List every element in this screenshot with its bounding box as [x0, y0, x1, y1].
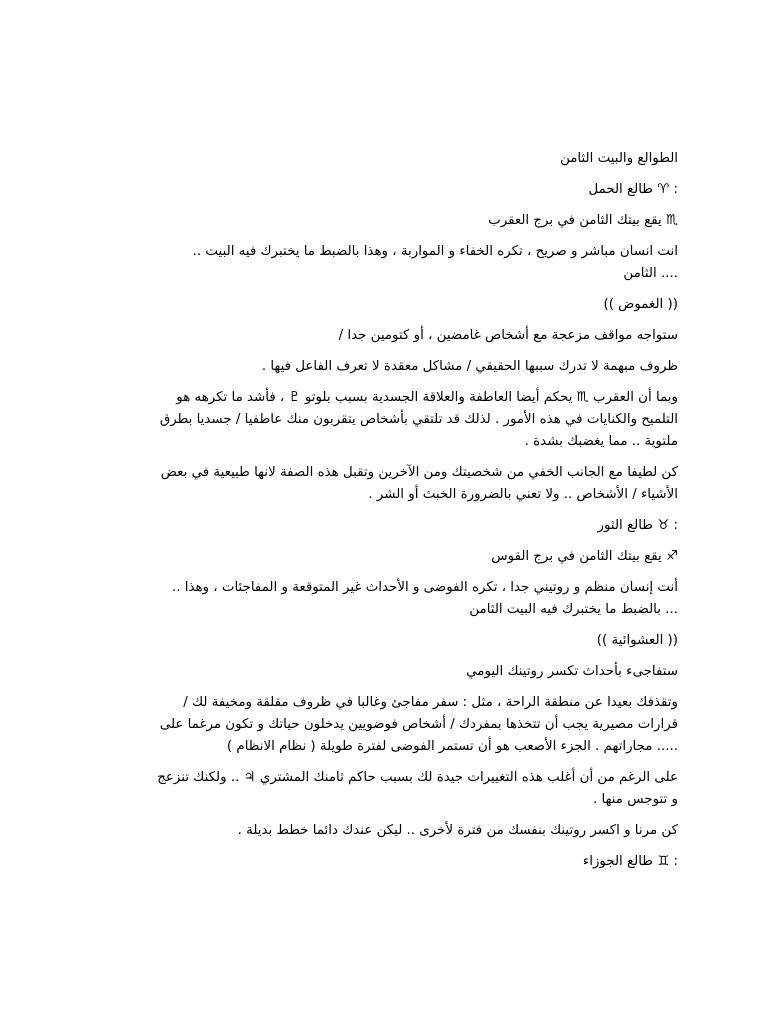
paragraph	[90, 241, 678, 285]
paragraph	[90, 210, 678, 232]
text-line: كن مرنا و اكسر روتينك بنفسك من فترة لأخرى .. ليكن عندك دائما خطط بديلة .	[237, 823, 678, 838]
paragraph	[90, 546, 678, 568]
text-line: الأشياء / الأشخاص .. ولا تعني بالضرورة الخبث أو الشر .	[368, 487, 678, 502]
text-line: أنت إنسان منظم و روتيني جدا ، تكره الفوضى و الأحداث غير المتوقعة و المفاجئات ، وهذا ..	[171, 580, 678, 595]
paragraph	[90, 692, 678, 758]
keyword-line	[90, 294, 678, 316]
paragraph	[90, 462, 678, 506]
text-line: .... الثامن	[623, 266, 678, 281]
paragraph	[90, 767, 678, 811]
text-line: التلميح والكنايات في هذه الأمور . لذلك قد تلتقي بأشخاص يتقربون منك عاطفيا / جسديا بطرق	[159, 412, 678, 427]
paragraph	[90, 325, 678, 347]
paragraph	[90, 820, 678, 842]
paragraph	[90, 387, 678, 453]
text-line: ... بالضبط ما يختبرك فيه البيت الثامن	[469, 602, 678, 617]
text-line: : ♊ طالع الجوزاء	[582, 854, 678, 869]
text-line: ستفاجىء بأحداث تكسر روتينك اليومي	[466, 664, 678, 679]
section-heading-aries	[90, 179, 678, 201]
text-line: كن لطيفا مع الجانب الخفي من شخصيتك ومن الآخرين وتقبل هذه الصفة لانها طبيعية في بعض	[160, 465, 678, 480]
text-line: قرارات مصيرية يجب أن تتخذها بمفردك / أشخاص فوضويين يدخلون حياتك و تكون مرغما على	[159, 717, 678, 732]
section-heading-taurus	[90, 515, 678, 537]
text-line: الطوالع والبيت الثامن	[560, 151, 678, 166]
paragraph	[90, 661, 678, 683]
text-line: ..... مجاراتهم . الجزء الأصعب هو أن تستمر الفوضى لفترة طويلة ( نظام الانظام )	[226, 739, 678, 754]
text-line: ♏ يقع بيتك الثامن في برج العقرب	[488, 213, 678, 228]
text-line: وتقذفك بعيدا عن منطقة الراحة ، مثل : سفر مفاجئ وغالبا في ظروف مقلقة ومخيفة لك /	[183, 695, 678, 710]
text-line: ملتوية .. مما يغضبك بشدة .	[524, 434, 678, 449]
text-line: ظروف مبهمة لا تدرك سببها الحقيقي / مشاكل معقدة لا تعرف الفاعل فيها .	[261, 359, 678, 374]
text-line: (( العشوائية ))	[596, 633, 678, 648]
text-line: (( الغموض ))	[603, 297, 678, 312]
paragraph	[90, 356, 678, 378]
text-line: : ♈ طالع الحمل	[588, 182, 678, 197]
paragraph	[90, 577, 678, 621]
text-line: : ♉ طالع الثور	[597, 518, 678, 533]
text-line: ستواجه مواقف مزعجة مع أشخاص غامضين ، أو كتومين جدا /	[338, 328, 678, 343]
keyword-line	[90, 630, 678, 652]
text-line: وبما أن العقرب ♏ يحكم أيضا العاطفة والعلاقة الجسدية بسبب بلوتو ♇ ، فأشد ما تكرهه هو	[176, 390, 678, 405]
text-line: ♐ يقع بيتك الثامن في برج القوس	[491, 549, 678, 564]
text-line: انت انسان مباشر و صريح ، تكره الخفاء و المواربة ، وهذا بالضبط ما يختبرك فيه البيت ..	[192, 244, 678, 259]
document-title	[90, 148, 678, 170]
text-line: و تتوجس منها .	[593, 792, 678, 807]
document-page	[90, 148, 678, 882]
text-line: على الرغم من أن أغلب هذه التغييرات جيدة لك بسبب حاكم ثامنك المشتري ♃ .. ولكنك تنزعج	[157, 770, 678, 785]
section-heading-gemini	[90, 851, 678, 873]
